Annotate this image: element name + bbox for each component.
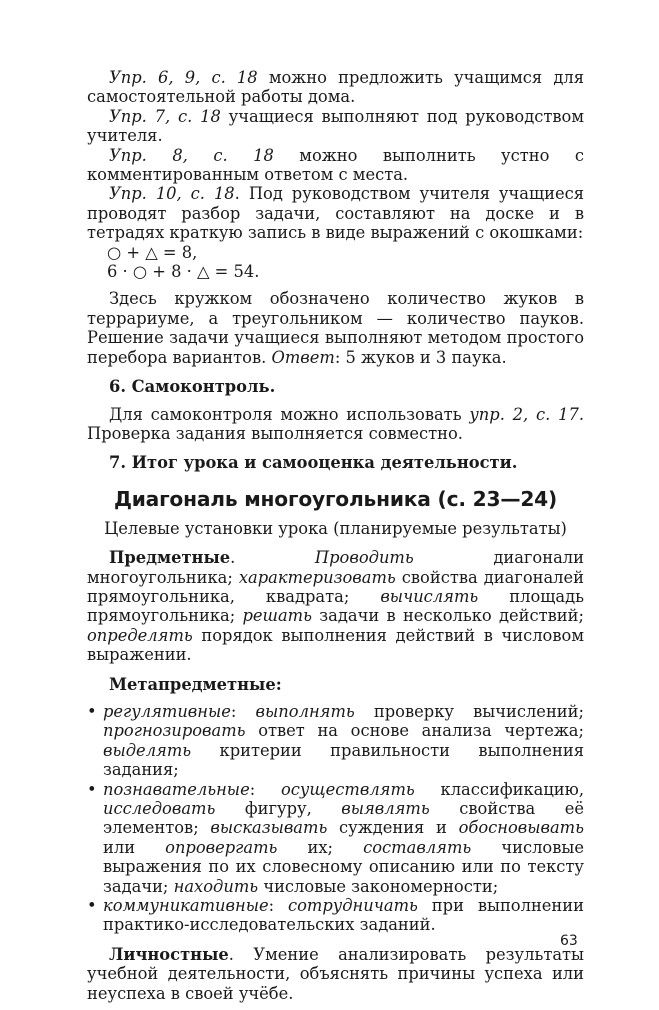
item-text: их; bbox=[277, 837, 364, 857]
item-text: при выполнении практико-исследовательских заданий. bbox=[103, 896, 584, 935]
bullet-icon: • bbox=[87, 779, 97, 799]
list-item bbox=[87, 702, 584, 780]
item-text: числовые выражения по их словесному описанию или по тексту задачи; bbox=[103, 837, 584, 896]
item-text: ответ на основе анализа чертежа; bbox=[245, 721, 584, 741]
item-verb: сотрудничать bbox=[288, 896, 418, 916]
item-verb: высказывать bbox=[210, 818, 328, 838]
item-verb: находить bbox=[173, 876, 259, 896]
lesson-heading: Диагональ многоугольника (с. 23—24) bbox=[113, 486, 558, 511]
item-text: или bbox=[103, 837, 166, 857]
subject-label: Предметные bbox=[109, 548, 231, 568]
item-verb: осуществлять bbox=[280, 779, 415, 799]
subject-text: свойства диагоналей прямоугольника, квадрата; bbox=[87, 567, 585, 606]
explanation-text: Здесь кружком обозначено количество жуков в террариуме, а треугольником — количество пауков. Решение задачи учащиеся выполняют методом простого перебора вариантов. bbox=[87, 289, 584, 367]
paragraph-upr-7 bbox=[87, 107, 584, 146]
paragraph-explanation bbox=[87, 289, 584, 367]
item-term: коммуникативные bbox=[103, 896, 269, 916]
paragraph-text: можно предложить учащимся для самостоятельной работы дома. bbox=[87, 68, 584, 107]
section-6-text bbox=[87, 405, 584, 444]
paragraph-upr-8 bbox=[87, 146, 584, 185]
subject-text: диагонали многоугольника; bbox=[87, 548, 584, 587]
item-text: классификацию, bbox=[414, 779, 584, 799]
paragraph-text: можно выполнить устно с комментированным ответом с места. bbox=[87, 145, 584, 185]
item-text: : bbox=[268, 896, 289, 916]
page-number: 63 bbox=[560, 933, 578, 949]
exercise-ref: Упр. 7, с. 18 bbox=[109, 106, 221, 126]
subject-verb: характеризовать bbox=[238, 567, 396, 587]
answer-text: : 5 жуков и 3 паука. bbox=[334, 347, 507, 367]
personal-label: Личностные bbox=[109, 944, 229, 964]
section-6-ref: упр. 2, с. 17. bbox=[469, 404, 584, 424]
item-verb: выполнять bbox=[255, 701, 355, 721]
subject-text: . bbox=[230, 548, 315, 568]
meta-list bbox=[87, 702, 584, 935]
subject-text: порядок выполнения действий в числовом выражении. bbox=[87, 625, 584, 665]
item-text: : bbox=[249, 779, 281, 799]
item-term: познавательные bbox=[103, 779, 250, 799]
item-text: : bbox=[230, 701, 256, 721]
subject-verb: решать bbox=[242, 606, 312, 626]
subject-text: задачи в несколько действий; bbox=[312, 606, 584, 626]
section-6-title: 6. Самоконтроль. bbox=[109, 377, 276, 397]
meta-label: Метапредметные: bbox=[109, 674, 282, 694]
exercise-ref: Упр. 8, с. 18 bbox=[109, 145, 274, 165]
paragraph-upr-10 bbox=[87, 184, 584, 242]
section-6-text-a: Для самоконтроля можно использовать bbox=[109, 404, 470, 424]
answer-label: Ответ bbox=[271, 347, 335, 367]
item-verb: опровергать bbox=[165, 837, 278, 857]
item-verb: выявлять bbox=[341, 799, 430, 818]
subject-verb: определять bbox=[87, 625, 193, 645]
bullet-icon: • bbox=[87, 896, 97, 916]
item-text: суждения и bbox=[327, 818, 459, 838]
item-verb: обосновывать bbox=[458, 818, 584, 838]
personal-text: . Умение анализировать результаты учебной деятельности, объяснять причины успеха или неуспеха в своей учёбе. bbox=[87, 944, 584, 1003]
lesson-subheading: Целевые установки урока (планируемые результаты) bbox=[104, 518, 567, 538]
item-term: регулятивные bbox=[103, 701, 231, 721]
item-verb: исследовать bbox=[103, 799, 216, 818]
subject-verb: Проводить bbox=[314, 548, 414, 568]
exercise-ref: Упр. 6, 9, с. 18 bbox=[109, 68, 258, 87]
section-6-text-b: Проверка задания выполняется совместно. bbox=[87, 423, 463, 443]
subject-results bbox=[87, 548, 584, 664]
item-verb: прогнозировать bbox=[103, 721, 246, 741]
exercise-ref: Упр. 10, с. 18 bbox=[109, 184, 235, 204]
item-text: проверку вычислений; bbox=[354, 701, 584, 721]
text-column bbox=[87, 68, 584, 1003]
item-text: критерии правильности выполнения задания; bbox=[103, 740, 584, 780]
paragraph-text: учащиеся выполняют под руководством учителя. bbox=[87, 106, 584, 146]
item-verb: выделять bbox=[103, 740, 192, 760]
item-text: фигуру, bbox=[215, 799, 342, 818]
item-verb: составлять bbox=[363, 837, 472, 857]
item-text: свойства её элементов; bbox=[103, 799, 584, 838]
paragraph-upr-6-9 bbox=[87, 68, 584, 107]
paragraph-text: . Под руководством учителя учащиеся проводят разбор задачи, составляют на доске и в тетрадях краткую запись в виде выражений с окошками: bbox=[87, 184, 584, 243]
list-item bbox=[87, 896, 584, 935]
list-item bbox=[87, 780, 584, 896]
subject-verb: вычислять bbox=[380, 586, 479, 606]
bullet-icon: • bbox=[87, 701, 97, 721]
formula-1: ○ + △ = 8, bbox=[107, 242, 198, 262]
formula-2: 6 · ○ + 8 · △ = 54. bbox=[107, 262, 260, 282]
section-7-title: 7. Итог урока и самооценка деятельности. bbox=[109, 453, 518, 473]
personal-results bbox=[87, 945, 584, 1003]
subject-text: площадь прямоугольника; bbox=[87, 586, 584, 626]
item-text: числовые закономерности; bbox=[258, 876, 499, 896]
